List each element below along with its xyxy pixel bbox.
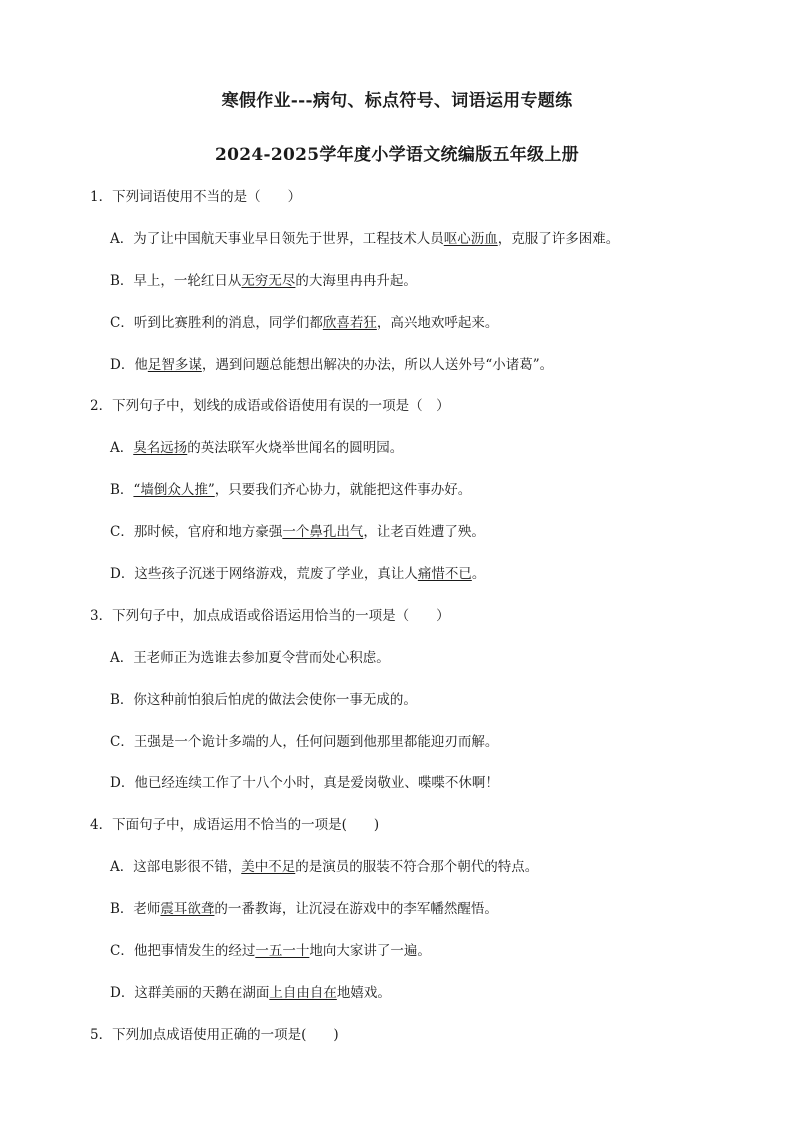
question-2-option-a: A．臭名远扬的英法联军火烧举世闻名的圆明园。 [110, 440, 404, 456]
question-2-option-c: C．那时候，官府和地方豪强一个鼻孔出气，让老百姓遭了殃。 [110, 524, 485, 540]
question-2-option-d: D．这些孩子沉迷于网络游戏，荒废了学业，真让人痛惜不已。 [110, 566, 486, 582]
question-3-stem: 3．下列句子中，加点成语或俗语运用恰当的一项是（ ） [90, 608, 450, 624]
question-1-option-b: B．早上，一轮红日从无穷无尽的大海里冉冉升起。 [110, 273, 417, 289]
question-1-option-c: C．听到比赛胜利的消息，同学们都欣喜若狂，高兴地欢呼起来。 [110, 315, 499, 331]
question-5-stem: 5．下列加点成语使用正确的一项是( ) [90, 1027, 339, 1043]
question-3-option-a: A．王老师正为选谁去参加夏令营而处心积虑。 [110, 650, 390, 666]
question-4-option-a: A．这部电影很不错，美中不足的是演员的服装不符合那个朝代的特点。 [110, 859, 539, 875]
question-3-option-c: C．王强是一个诡计多端的人，任何问题到他那里都能迎刃而解。 [110, 734, 499, 750]
question-1-option-a: A．为了让中国航天事业早日领先于世界，工程技术人员呕心沥血，克服了许多困难。 [110, 231, 620, 247]
question-3-option-b: B．你这种前怕狼后怕虎的做法会使你一事无成的。 [110, 692, 417, 708]
page-title: 寒假作业---病句、标点符号、词语运用专题练 [221, 91, 573, 111]
question-1-stem: 1．下列词语使用不当的是（ ） [90, 189, 302, 205]
page-subtitle: 2024-2025学年度小学语文统编版五年级上册 [215, 145, 579, 165]
question-4-option-c: C．他把事情发生的经过一五一十地向大家讲了一遍。 [110, 943, 431, 959]
question-4-option-b: B．老师震耳欲聋的一番教诲，让沉浸在游戏中的李军幡然醒悟。 [110, 901, 498, 917]
question-4-stem: 4．下面句子中，成语运用不恰当的一项是( ) [90, 817, 380, 833]
question-4-option-d: D．这群美丽的天鹅在湖面上自由自在地嬉戏。 [110, 985, 391, 1001]
question-1-option-d: D．他足智多谋，遇到问题总能想出解决的办法，所以人送外号“小诸葛”。 [110, 357, 554, 373]
question-3-option-d: D．他已经连续工作了十八个小时，真是爱岗敬业、喋喋不休啊！ [110, 775, 499, 791]
question-2-option-b: B．“墙倒众人推”，只要我们齐心协力，就能把这件事办好。 [110, 482, 472, 498]
question-2-stem: 2．下列句子中，划线的成语或俗语使用有误的一项是（ ） [90, 398, 450, 414]
